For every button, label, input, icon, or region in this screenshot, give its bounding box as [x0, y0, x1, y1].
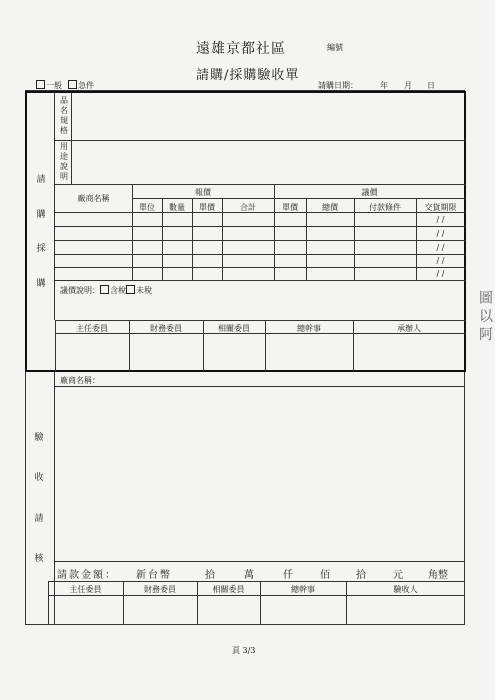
amount-unit-hundred: 佰 [320, 570, 330, 581]
purchase-sign-related: 相關委員 [218, 324, 250, 333]
acceptance-side-label-3: 請 [34, 514, 44, 524]
purchase-side-label-2: 購 [36, 210, 46, 220]
quote-col-total: 合計 [240, 203, 256, 212]
purchase-side-label-3: 採 [36, 244, 46, 254]
form-subtitle: 請購/採購驗收單 [196, 68, 300, 83]
acceptance-sign-related: 相關委員 [212, 585, 245, 594]
acceptance-side-label-4: 核 [34, 554, 44, 564]
negotiate-col-payment: 付款條件 [369, 203, 401, 212]
amount-unit-ten-thousand-ten: 拾 [205, 570, 215, 581]
quote-col-price: 單價 [199, 203, 215, 212]
date-month: 月 [404, 81, 412, 90]
delivery-date-4[interactable]: / / [436, 256, 445, 265]
purchase-side-label-1: 請 [36, 175, 46, 185]
price-note: 議價說明： 含稅 未稅 [60, 286, 152, 295]
request-date-label: 請購日期： [318, 81, 358, 90]
delivery-date-5[interactable]: / / [436, 269, 445, 278]
quote-header: 報價 [195, 188, 211, 197]
amount-unit-yuan: 元 [393, 570, 403, 581]
tax-included-checkbox[interactable] [100, 285, 109, 294]
form-title: 遠雄京都社區 [196, 41, 286, 57]
negotiate-header: 議價 [361, 188, 378, 197]
acceptance-side-label-2: 收 [34, 473, 44, 483]
item-name-char-3: 規 [60, 116, 68, 125]
general-option[interactable]: 一般 [36, 80, 62, 91]
negotiate-col-total: 總價 [322, 203, 338, 212]
tax-excluded-checkbox[interactable] [126, 285, 135, 294]
negotiate-col-delivery: 交貨期限 [424, 203, 457, 212]
use-char-1: 用 [60, 142, 68, 151]
item-name-char-1: 品 [60, 96, 68, 105]
quote-col-unit: 單位 [139, 203, 155, 212]
item-name-char-2: 名 [60, 106, 68, 115]
use-char-3: 說 [60, 162, 68, 171]
quote-col-qty: 數量 [169, 203, 185, 212]
urgent-option[interactable]: 急件 [68, 80, 94, 91]
acceptance-sign-inspector: 驗收人 [393, 585, 418, 594]
general-checkbox[interactable] [36, 80, 45, 89]
delivery-date-3[interactable]: / / [436, 243, 445, 252]
delivery-date-1[interactable]: / / [436, 215, 445, 224]
number-label: 編號 [327, 43, 343, 52]
acceptance-vendor-label: 廠商名稱： [60, 376, 100, 385]
purchase-side-label-4: 購 [36, 279, 46, 289]
negotiate-col-price: 單價 [282, 203, 298, 212]
page-number: 頁 3/3 [232, 646, 256, 655]
vendor-name-header: 廠商名稱 [77, 194, 110, 203]
acceptance-sign-chair: 主任委員 [69, 585, 102, 594]
acceptance-side-label-1: 驗 [34, 433, 44, 443]
item-name-char-4: 格 [60, 126, 68, 135]
acceptance-sign-finance: 財務委員 [144, 585, 176, 594]
purchase-sign-finance: 財務委員 [150, 324, 182, 333]
date-day: 日 [427, 81, 435, 90]
date-year: 年 [380, 81, 388, 90]
purchase-sign-handler: 承辦人 [397, 324, 421, 333]
use-char-4: 明 [60, 172, 68, 181]
amount-unit-ten-thousand: 萬 [244, 570, 254, 581]
amount-unit-currency: 新台幣 [136, 570, 172, 581]
urgent-checkbox[interactable] [68, 80, 77, 89]
acceptance-sign-director: 總幹事 [291, 585, 315, 594]
amount-unit-ten: 拾 [356, 570, 366, 581]
edge-marks: 圖 以 阿 [477, 290, 493, 341]
delivery-date-2[interactable]: / / [436, 229, 445, 238]
amount-unit-jiao: 角整 [428, 570, 448, 581]
purchase-sign-director: 總幹事 [297, 324, 321, 333]
amount-unit-thousand: 仟 [283, 570, 293, 581]
purchase-sign-chair: 主任委員 [76, 324, 108, 333]
use-char-2: 途 [60, 152, 68, 161]
amount-label: 請款金額： [57, 570, 117, 581]
